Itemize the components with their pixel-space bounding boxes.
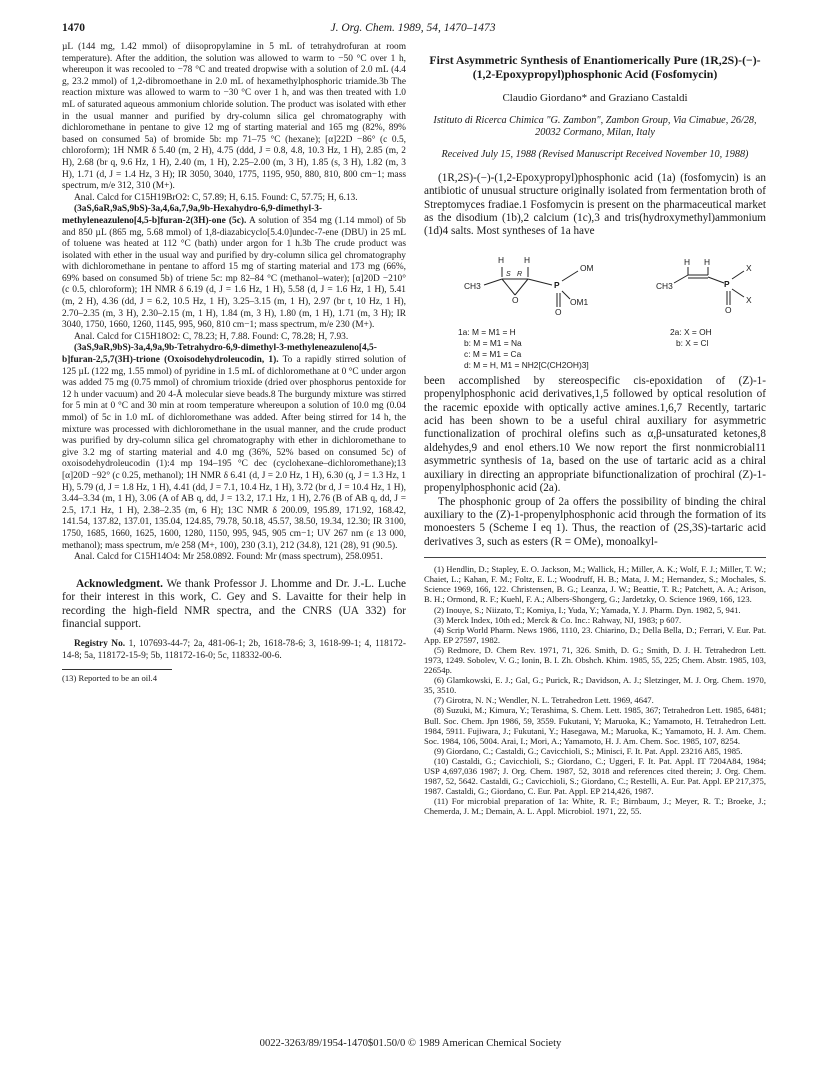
registry-text: 1, 107693-44-7; 2a, 481-06-1; 2b, 1618-78-6; 3, 1618-99-1; 4, 118172-14-8; 5a, 118172-15-9; 5b, 118172-16-0; 5c, 118332-00-6.: [62, 639, 406, 661]
atom-label: O: [555, 306, 562, 317]
bond: [484, 279, 502, 285]
reference-item: (9) Giordano, C.; Castaldi, G.; Cavicchioli, S.; Minisci, F. It. Pat. Appl. 23216 A85, 1985.: [434, 745, 743, 756]
experimental-paragraph: µL (144 mg, 1.42 mmol) of diisopropylamine in 5 mL of tetrahydrofuran at room temperature). After the addition, the solution was allowed to warm to −50 °C over 1 h, whereupon it was recooled to −78 °C and treated dropwise with a solution of 2.0 mL (4.4 g, 23.2 mmol) of 1,2-dibromoethane in 2.0 mL of hexamethylphosphoric triamide.3b The reaction mixture was allowed to warm to −30 °C over 1 h, and was then treated with 1.0 mL of saturated aqueous ammonium chloride solution. The product was isolated with ether in the usual manner and purified by dry-column silica gel chromatography with dichloromethane in pentane to give 12 mg of starting material and 165 mg (82%, 89% based on consumed 5a) of bromide 5b: mp 71–75 °C (hexane); [α]22D −86° (c 0.5, chloroform); 1H NMR δ 5.40 (m, 2 H), 4.75 (ddd, J = 0.8, 4.8, 10.3 Hz, 1 H), 2.85 (m, 2 H), 2.68 (br q, 9.6 Hz, 1 H), 2.40 (m, 1 H), 2.25–2.00 (m, 3 H), 1.85 (s, 3 H), 1.82 (m, 3 H), 1.71 (d, J = 1.4 Hz, 3 H); IR 3050, 3040, 1775, 1195, 950, 880, 810, 800 cm−1; mass spectrum, m/e 312, 310 (M+).: [62, 42, 406, 192]
analysis-paragraph: Anal. Calcd for C15H18O2: C, 78.23; H, 7.88. Found: C, 78.28; H, 7.93.: [74, 331, 349, 342]
page-number: 1470: [62, 22, 85, 34]
atom-label: H: [524, 254, 531, 265]
left-column: [62, 42, 406, 683]
acknowledgment: [62, 578, 406, 632]
compound-label: 2a: X = OH: [670, 326, 712, 337]
analysis-paragraph: Anal. Calcd for C15H19BrO2: C, 57.89; H, 6.15. Found: C, 57.75; H, 6.13.: [74, 192, 358, 203]
compound-name: (3aS,9aR,9bS)-3a,4,9a,9b-Tetrahydro-6,9-dimethyl-3-methyleneazuleno[4,5-b]furan-2,5,7(3H)-trione (Oxoisodehydroleucodin, 1).: [62, 343, 377, 366]
reference-item: (4) Scrip World Pharm. News 1986, 1110, 23. Chiarino, D.; Della Bella, D.; Ferrari, V. Eur. Pat. App. EP 27597, 1982.: [424, 624, 766, 645]
atom-label: X: [746, 262, 752, 273]
atom-label: O: [725, 304, 732, 315]
body-paragraph: The phosphonic group of 2a offers the possibility of binding the chiral auxiliary to the (Z)-1-propenylphosphonic acid through the formation of its monoesters 5 (Scheme I eq 1). Thus, the reaction of (2S,3S)-tartaric acid derivatives 3, such as esters (R = OMe), monoalkyl-: [424, 495, 766, 548]
authors: Claudio Giordano* and Graziano Castaldi: [502, 92, 688, 104]
footnote: (13) Reported to be an oil.4: [62, 672, 157, 683]
stereo-label: S: [506, 270, 511, 278]
bond: [732, 289, 744, 297]
journal-citation: J. Org. Chem. 1989, 54, 1470–1473: [330, 22, 496, 34]
atom-label: H: [704, 256, 711, 267]
structure-scheme: [424, 243, 766, 375]
reference-item: (3) Merck Index, 10th ed.; Merck & Co. Inc.: Rahway, NJ, 1983; p 607.: [434, 614, 682, 625]
atom-label: OM1: [570, 296, 589, 307]
footnote-rule: [62, 669, 172, 670]
compound-label: b: X = Cl: [676, 337, 709, 348]
copyright-footer: 0022-3263/89/1954-1470$01.50/0 © 1989 American Chemical Society: [259, 1038, 562, 1049]
bond: [528, 279, 552, 285]
compound-paragraph: [62, 204, 406, 332]
bond: [502, 279, 515, 295]
compound-label: 1a: M = M1 = H: [458, 326, 516, 337]
bond: [515, 279, 528, 295]
compound-label: d: M = H, M1 = NH2[C(CH2OH)3]: [464, 359, 589, 370]
affiliation: Istituto di Ricerca Chimica "G. Zambon", Zambon Group, Via Cimabue, 26/28, 20032 Cormano, Milan, Italy: [433, 114, 757, 138]
acknowledgment-heading: Acknowledgment.: [76, 577, 163, 590]
atom-label: P: [554, 279, 560, 290]
atom-label: X: [746, 294, 752, 305]
reference-item: (7) Girotra, N. N.; Wendler, N. L. Tetrahedron Lett. 1969, 4647.: [434, 695, 654, 706]
compound-label: c: M = M1 = Ca: [464, 348, 522, 359]
reference-item: (8) Suzuki, M.; Kimura, Y.; Terashima, S. Chem. Lett. 1985, 367; Tetrahedron Lett. 1985, 6481; Bull. Soc. Chem. Jpn 1986, 59, 3559. Fukutani, Y; Maruoka, K.; Yamamoto, H. Tetrahedron Lett. 1984, 5911. Fujiwara, J.; Fukutani, Y.; Hasegawa, M.; Maruoka, K.; Yamamoto, H. J. Am. Chem. Soc. 1984, 106, 5004. Arai, I.; Mori, A.; Yamamoto, H. J. Am. Chem. Soc. 1985, 107, 8254.: [424, 705, 766, 746]
running-header: [62, 22, 764, 36]
received-dates: Received July 15, 1988 (Revised Manuscript Received November 10, 1988): [441, 149, 749, 161]
reference-item: (6) Glamkowski, E. J.; Gal, G.; Purick, R.; Davidson, A. J.; Sletzinger, M. J. Org. Chem. 1970, 35, 3510.: [424, 675, 766, 696]
reference-rule: [424, 557, 766, 558]
reference-item: (11) For microbial preparation of 1a: White, R. F.; Birnbaum, J.; Meyer, R. T.; Broeke, J.; Chemerda, J. M.; Demain, A. L. Appl. Microbiol. 1971, 22, 55.: [424, 796, 766, 817]
atom-label: O: [512, 294, 519, 305]
bond: [674, 275, 688, 283]
reference-item: (5) Redmore, D. Chem Rev. 1971, 71, 326. Smith, D. G.; Smith, D. J. H. Tetrahedron Lett. 1973, 1249. Sobolev, V. G.; Ionin, B. I. Zh. Obshch. Khim. 1985, 55, 225; Chem. Abstr. 1985, 103, 22654p.: [424, 644, 766, 676]
analysis-paragraph: Anal. Calcd for C15H14O4: Mr 258.0892. Found: Mr (mass spectrum), 258.0951.: [74, 552, 383, 563]
compound-name: (3aS,6aR,9aS,9bS)-3a,4,6a,7,9a,9b-Hexahydro-6,9-dimethyl-3-methyleneazuleno[4,5-b]furan-2(3H)-one (5c).: [62, 204, 323, 226]
reference-item: (10) Castaldi, G.; Cavicchioli, S.; Giordano, C.; Uggeri, F. It. Pat. Appl. IT 7204A84, 1984; USP 4,697,036 1987; J. Org. Chem. 1987, 52, 3018 and references cited therein; J. Org. Chem. 1987, 52, 5642. Castaldi, G.; Cavicchioli, S.; Giordano, C.; Restelli, A. Eur. Pat. Appl. EP 217,375, 1987. Castaldi, G.; Giordano, C. Eur. Pat. Appl. EP 214,426, 1987.: [424, 755, 766, 797]
compound-paragraph: [62, 343, 406, 552]
atom-label: CH3: [464, 280, 481, 291]
right-column: [424, 42, 766, 816]
atom-label: OM: [580, 262, 594, 273]
registry-heading: Registry No.: [74, 639, 126, 650]
acknowledgment-text: We thank Professor J. Lhomme and Dr. J.-L. Luche for their interest in this work, C. Gey and S. Lavaitte for their help in recording the high-field NMR spectra, and the CNRS (UA 332) for financial support.: [62, 577, 407, 630]
bond: [562, 291, 570, 299]
compound-procedure: To a rapidly stirred solution of 125 µL (122 mg, 1.55 mmol) of pyridine in 1.5 mL of dichloromethane at 0 °C under argon was added 75 mg (0.75 mmol) of chromium trioxide (dried over phosphorus pentoxide for 12 h under vacuum) and 20 4-Å molecular sieve beads.8 The burgundy mixture was stirred for 5 min at 0 °C and 30 min at room temperature whereupon a solution of 10.0 mg (0.04 mmol) of 5c in 1.0 mL of dichloromethane was added. After being stirred for 14 h, the mixture was processed with dichloromethane in the usual manner, and the crude product was purified by dry-column silica gel chromatography with ether in dichloromethane to give 3.2 mg of starting material and 4.0 mg (36%, 52% based on consumed 5c) of oxoisodehydroleucodin (1):4 mp 194–195 °C dec (cyclohexane–dichloromethane);13 [α]20D −92° (c 0.25, methanol); 1H NMR δ 6.41 (d, J = 2.0 Hz, 1 H), 6.30 (q, J = 1.3 Hz, 1 H), 5.79 (d, J = 1.8 Hz, 1 H), 4.41 (dd, J = 7.1, 10.4 Hz, 1 H), 3.72 (br d, J = 10.4 Hz, 1 H), 3.44–3.34 (m, 1 H), 3.06 (A of AB q, dd, J = 13.2, 17.1 Hz, 1 H), 2.76 (B of AB q, dd, J = 2.5, 17.1 Hz, 1 H), 2.38–2.35 (m, 6 H); 13C NMR δ 200.09, 195.89, 171.92, 168.42, 141.54, 137.82, 137.01, 135.04, 124.85, 79.78, 50.18, 45.57, 38.50, 19.34, 12.30; IR 3100, 1750, 1685, 1660, 1625, 1600, 1280, 1150, 995, 945, 905 cm−1; UV 267 nm (ε 13 000, methanol); mass spectrum, m/e 258 (M+, 100), 230 (3.1), 212 (34.8), 121 (28), 91 (90.5).: [62, 355, 406, 551]
reference-item: (1) Hendlin, D.; Stapley, E. O. Jackson, M.; Wallick, H.; Miller, A. K.; Wolf, F. J.; Miller, T. W.; Chaiet, L.; Kahan, F. M.; Foltz, E. L.; Woodruff, H. B.; Mata, J. M.; Hernandez, S.; Mochales, S. Science 1969, 166, 122. Christensen, B. G.; Leanza, J. W.; Beattie, T. R.; Patchett, A. A.; Arison, B. H.; Ormond, R. F.; Kuehl, F. A.; Albers-Shongerg, G.; Jardetzky, O. Science 1969, 166, 123.: [424, 564, 766, 605]
reference-list: [424, 564, 766, 816]
intro-paragraph: (1R,2S)-(−)-(1,2-Epoxypropyl)phosphonic acid (1a) (fosfomycin) is an antibiotic of unusual structure originally isolated from fermentation broth of Streptomyces fradiae.1 Fosfomycin is present on the pharmaceutical market as the disodium (1b),2 calcium (1c),3 and tris(hydroxymethyl)ammonium (1d)4 salts. Most syntheses of 1a have: [424, 171, 766, 238]
compound-procedure: A solution of 354 mg (1.14 mmol) of 5b and 850 µL (865 mg, 5.68 mmol) of 1,8-diazabicyclo[5.4.0]undec-7-ene (DBU) in 25 mL of toluene was heated at 112 °C (bath) under argon for 1 h.3b The crude product was isolated with ether in the usual way and purified by dry-column silica gel chromatography with dichloromethane in pentane to afford 15 mg of starting material and 173 mg (66%, 69% based on consumed 5b) of triene 5c: mp 82–84 °C (methanol–water); [α]20D −210° (c 0.5, chloroform); 1H NMR δ 6.19 (d, J = 1.6 Hz, 1 H), 5.58 (d, J = 1.6 Hz, 1 H), 5.41 (m, 2 H), 4.36 (dd, J = 6.2, 10.5 Hz, 1 H), 3.25–3.15 (m, 1 H), 2.97 (br t, 10 Hz, 1 H), 2.70–2.35 (m, 3 H), 2.30–2.15 (m, 1 H), 1.84 (m, 3 H), 1.80 (m, 1 H), 1.71 (m, 3 H); IR 3040, 1750, 1660, 1260, 1145, 995, 960, 810 cm−1; mass spectrum, m/e 230 (M+).: [62, 215, 406, 331]
article-title: First Asymmetric Synthesis of Enantiomerically Pure (1R,2S)-(−)-(1,2-Epoxypropyl)phosphonic Acid (Fosfomycin): [429, 53, 761, 81]
bond: [732, 271, 744, 279]
atom-label: H: [498, 254, 505, 265]
atom-label: H: [684, 256, 691, 267]
atom-label: CH3: [656, 280, 673, 291]
stereo-label: R: [517, 270, 523, 278]
registry-numbers: [62, 639, 406, 662]
reference-item: (2) Inouye, S.; Niizato, T.; Komiya, I.; Yuda, Y.; Yamada, Y. J. Pharm. Dyn. 1982, 5, 941.: [434, 604, 741, 615]
body-paragraph: been accomplished by stereospecific cis-epoxidation of (Z)-1-propenylphosphonic acid derivatives,1,5 followed by optical resolution of the racemic epoxide with optically active amines.1,6,7 Recently, tartaric acid has been shown to be a useful chiral auxiliary for asymmetric functionalization of prochiral olefins such as α,β-unsaturated ketones,8 aldehydes,9 and enol ethers.10 We now report the first nonmicrobial11 asymmetric synthesis of 1a, based on the use of tartaric acid as a chiral auxiliary in directing an appropriate bifunctionalization of prochiral (Z)-1-propenylphosphonic acid (2a).: [424, 374, 766, 495]
bond: [562, 271, 578, 281]
bond: [708, 277, 724, 283]
compound-label: b: M = M1 = Na: [464, 337, 522, 348]
atom-label: P: [724, 278, 730, 289]
